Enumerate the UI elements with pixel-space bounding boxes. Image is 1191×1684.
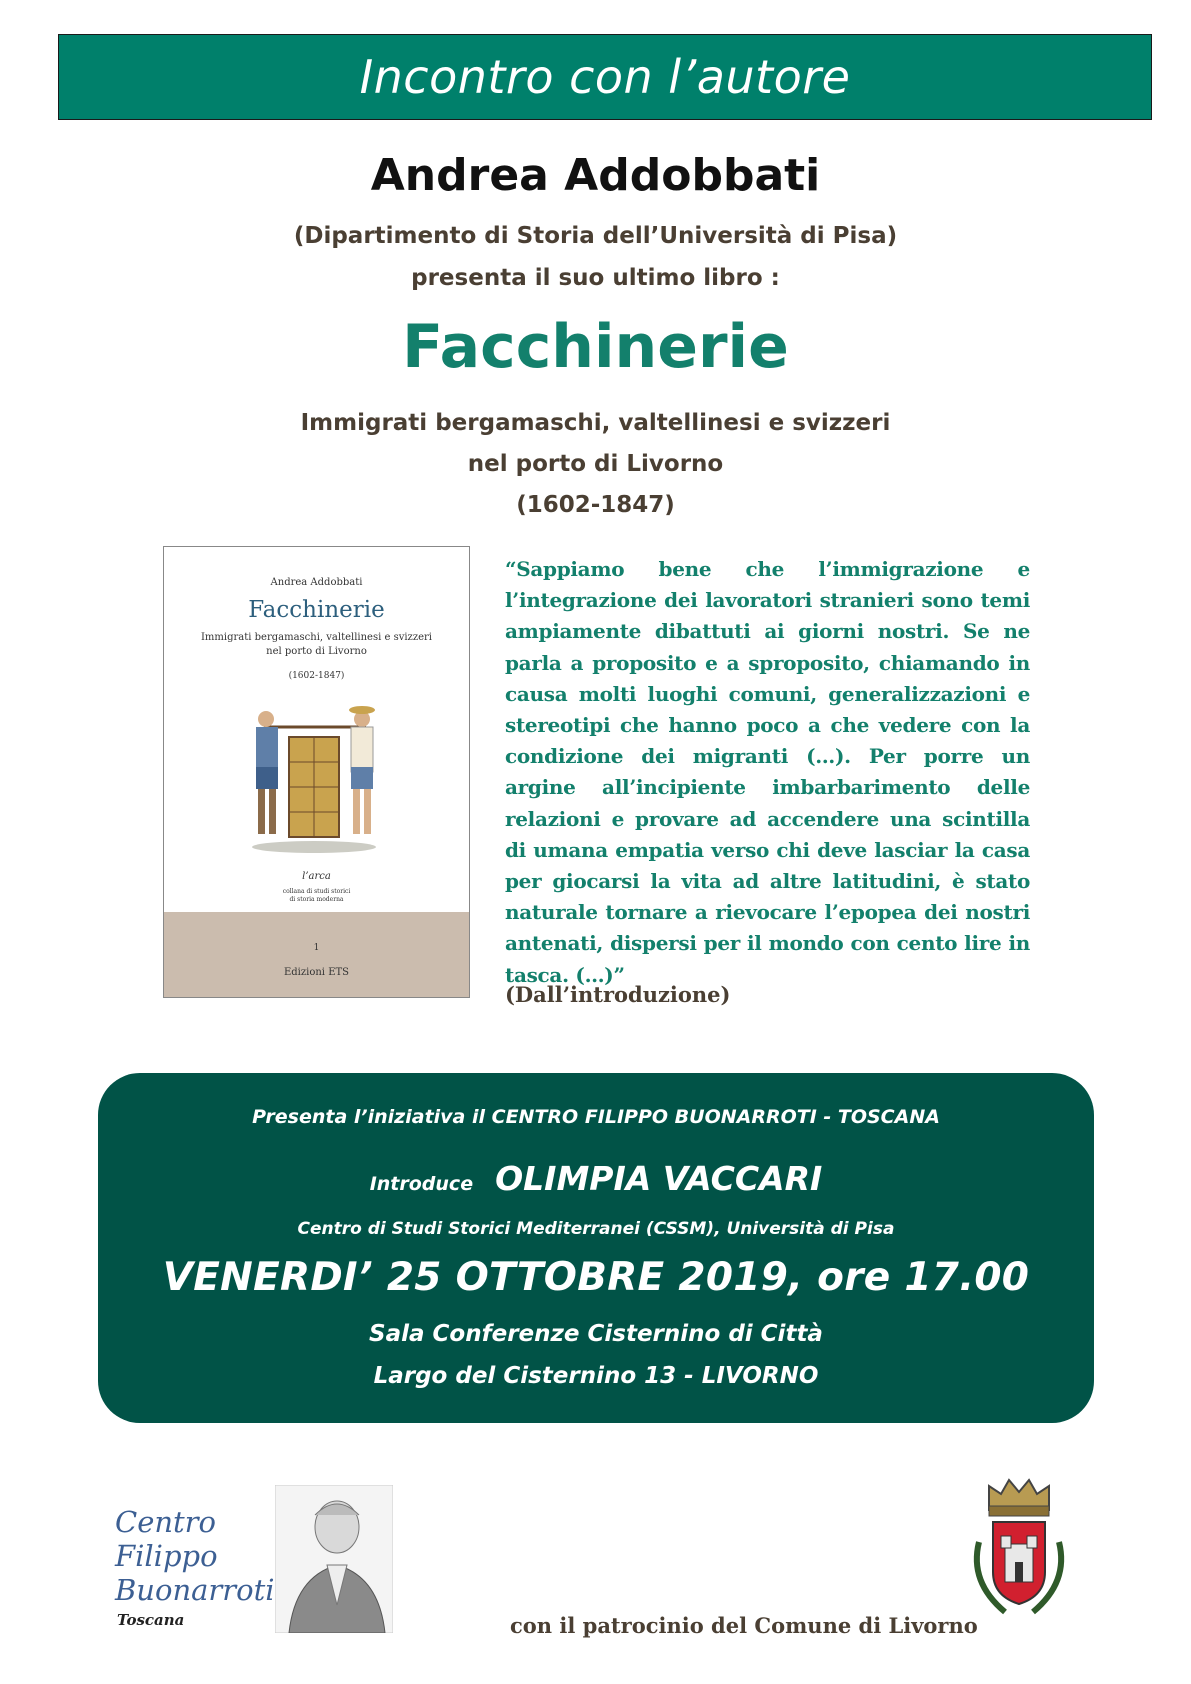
book-subtitle-1: Immigrati bergamaschi, valtellinesi e svizzeri [300,410,891,436]
cover-subtitle-2: nel porto di Livorno [266,646,367,657]
book-quote: “Sappiamo bene che l’immigrazione e l’integrazione dei lavoratori stranieri sono temi ampiamente dibattuti ai giorni nostri. Se ne parla a proposito e a sproposito, chiamando in causa molti luoghi comuni, generalizzazioni e stereotipi che hanno poco a che vedere con la condizione dei migranti (…). Per porre un argine all’incipiente imbarbarimento delle relazioni e provare ad accendere una scintilla di umana empatia verso chi deve lasciar la casa per giocarsi la vita ad altre latitudini, è stato naturale tornare a rievocare l’epopea dei nostri antenati, dispersi per il mondo con cento lire in tasca. (…)” [505,557,1030,987]
event-organizer: Presenta l’iniziativa il CENTRO FILIPPO BUONARROTI - TOSCANA [252,1106,940,1128]
cover-years: (1602-1847) [288,671,345,681]
porters-illustration [244,697,384,857]
cover-publisher: Edizioni ETS [283,967,350,978]
author-name: Andrea Addobbati [370,150,821,201]
centro-buonarroti-logo [115,1485,395,1633]
introducer-affiliation: Centro di Studi Storici Mediterranei (CSSM), Università di Pisa [297,1219,895,1239]
book-cover-image [163,546,470,998]
quote-source: (Dall’introduzione) [505,982,731,1007]
book-subtitle-2: nel porto di Livorno [467,451,724,477]
cover-series-desc-2: di storia moderna [289,896,344,903]
cover-subtitle [164,631,469,659]
event-introducer [98,1159,1094,1198]
title-banner [58,34,1152,120]
event-info-box [98,1073,1094,1423]
cover-subtitle-1: Immigrati bergamaschi, valtellinesi e svizzeri [200,632,432,643]
book-years: (1602-1847) [516,492,675,518]
introducer-label: Introduce [369,1173,474,1195]
cover-series-desc-1: collana di studi storici [282,888,351,895]
logo-line-4: Toscana [117,1611,185,1629]
presents-line: presenta il suo ultimo libro : [411,265,780,291]
event-datetime: VENERDI’ 25 OTTOBRE 2019, ore 17.00 [162,1255,1030,1300]
author-affiliation: (Dipartimento di Storia dell’Università di Pisa) [293,223,898,249]
logo-line-3: Buonarroti [115,1573,275,1607]
logo-line-2: Filippo [115,1539,218,1573]
cover-number: 1 [313,943,320,953]
cover-band [164,912,469,998]
logo-line-1: Centro [115,1505,217,1539]
cover-title: Facchinerie [248,597,385,623]
patronage-text: con il patrocinio del Comune di Livorno [510,1613,978,1638]
event-venue: Sala Conferenze Cisternino di Città [369,1321,823,1347]
portrait-image [275,1485,393,1633]
event-address: Largo del Cisternino 13 - LIVORNO [373,1363,819,1389]
introducer-name: OLIMPIA VACCARI [495,1159,823,1198]
cover-author: Andrea Addobbati [270,577,363,588]
cover-series-desc [164,888,469,904]
livorno-coat-of-arms-icon [965,1472,1073,1622]
book-title: Facchinerie [402,312,789,382]
cover-series: l’arca [302,871,331,882]
banner-title: Incontro con l’autore [359,50,851,104]
